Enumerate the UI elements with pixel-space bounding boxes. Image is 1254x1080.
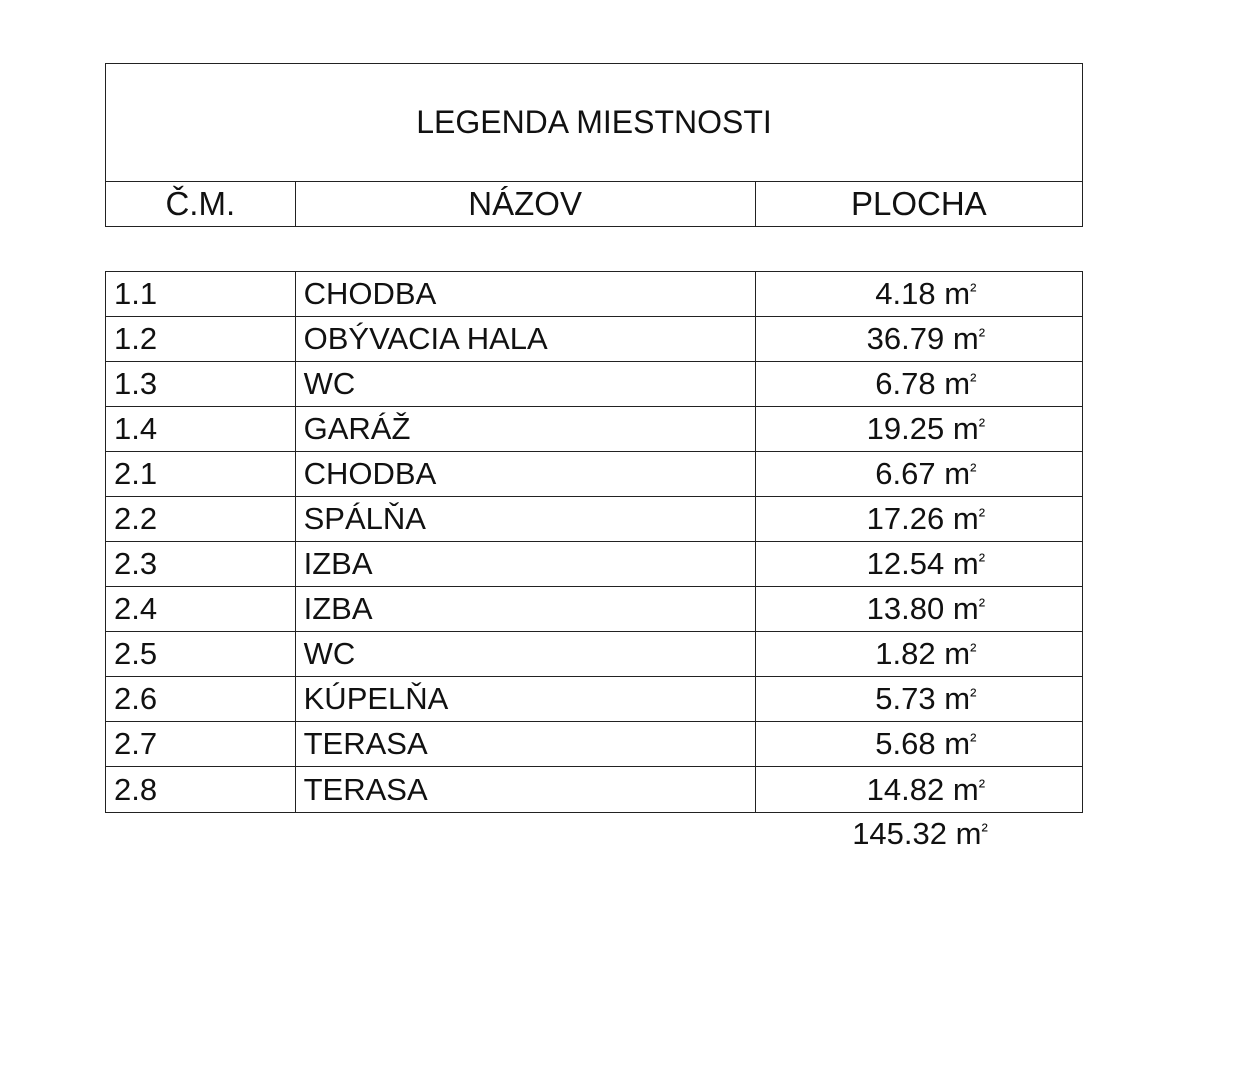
room-area-value: 4.18 bbox=[875, 276, 936, 311]
header-row bbox=[106, 182, 1082, 226]
table-row bbox=[106, 317, 1082, 362]
room-area: 5.73 m ² bbox=[875, 681, 977, 716]
room-name: OBÝVACIA HALA bbox=[296, 317, 756, 361]
room-area-unit: m bbox=[952, 501, 979, 536]
table-row bbox=[106, 677, 1082, 722]
table-row bbox=[106, 362, 1082, 407]
room-area: 13.80 m ² bbox=[866, 591, 986, 626]
room-area-value: 5.68 bbox=[875, 726, 936, 761]
room-area: 36.79 m ² bbox=[866, 321, 986, 356]
room-area-value: 6.78 bbox=[875, 366, 936, 401]
table-row bbox=[106, 452, 1082, 497]
table-row bbox=[106, 272, 1082, 317]
room-name: WC bbox=[296, 632, 756, 676]
room-area-unit: m bbox=[952, 411, 979, 446]
room-number: 1.2 bbox=[106, 317, 296, 361]
total-area-value: 145.32 bbox=[852, 816, 948, 851]
room-area: 5.68 m ² bbox=[875, 726, 977, 761]
room-area: 19.25 m ² bbox=[866, 411, 986, 446]
column-header-area: PLOCHA bbox=[850, 185, 987, 222]
room-area-unit: m bbox=[952, 591, 979, 626]
total-area: 145.32 m ² bbox=[852, 816, 988, 851]
room-area: 4.18 m ² bbox=[875, 276, 977, 311]
legend-title: LEGENDA MIESTNOSTI bbox=[106, 64, 1082, 182]
room-name: IZBA bbox=[296, 542, 756, 586]
table-row bbox=[106, 767, 1082, 812]
table-row bbox=[106, 542, 1082, 587]
column-header-name: NÁZOV bbox=[296, 182, 756, 226]
room-area-value: 36.79 bbox=[866, 321, 945, 356]
room-number: 2.6 bbox=[106, 677, 296, 721]
total-area-unit: m bbox=[955, 816, 982, 851]
room-name: WC bbox=[296, 362, 756, 406]
room-area-unit: m bbox=[944, 456, 971, 491]
room-area-unit: m bbox=[944, 366, 971, 401]
room-name: GARÁŽ bbox=[296, 407, 756, 451]
room-area: 6.67 m ² bbox=[875, 456, 977, 491]
room-number: 2.3 bbox=[106, 542, 296, 586]
room-area: 12.54 m ² bbox=[866, 546, 986, 581]
room-area-value: 19.25 bbox=[866, 411, 945, 446]
table-row bbox=[106, 497, 1082, 542]
room-area-unit: m bbox=[952, 771, 979, 807]
room-number: 2.8 bbox=[106, 767, 296, 812]
room-area-value: 12.54 bbox=[866, 546, 945, 581]
room-area-unit: m bbox=[944, 681, 971, 716]
room-number: 2.4 bbox=[106, 587, 296, 631]
room-name: SPÁLŇA bbox=[296, 497, 756, 541]
room-number: 1.1 bbox=[106, 272, 296, 316]
room-name: CHODBA bbox=[296, 272, 756, 316]
room-area-value: 14.82 bbox=[866, 771, 945, 807]
room-area-value: 1.82 bbox=[875, 636, 936, 671]
room-area-unit: m bbox=[952, 321, 979, 356]
rooms-table bbox=[105, 271, 1083, 813]
room-number: 1.4 bbox=[106, 407, 296, 451]
room-number: 1.3 bbox=[106, 362, 296, 406]
legend-header bbox=[105, 63, 1083, 227]
table-row bbox=[106, 722, 1082, 767]
room-number: 2.7 bbox=[106, 722, 296, 766]
column-header-number: Č.M. bbox=[106, 182, 296, 226]
room-area: 17.26 m ² bbox=[866, 501, 986, 536]
room-area: 1.82 m ² bbox=[875, 636, 977, 671]
room-name: IZBA bbox=[296, 587, 756, 631]
room-area: 14.82 m ² bbox=[866, 771, 986, 807]
room-area-value: 17.26 bbox=[866, 501, 945, 536]
room-area-unit: m bbox=[952, 546, 979, 581]
room-area-value: 13.80 bbox=[866, 591, 945, 626]
room-name: TERASA bbox=[296, 722, 756, 766]
room-area-unit: m bbox=[944, 276, 971, 311]
room-number: 2.5 bbox=[106, 632, 296, 676]
room-number: 2.2 bbox=[106, 497, 296, 541]
table-row bbox=[106, 407, 1082, 452]
room-area: 6.78 m ² bbox=[875, 366, 977, 401]
room-area-unit: m bbox=[944, 726, 971, 761]
room-area-value: 5.73 bbox=[875, 681, 936, 716]
room-area-unit: m bbox=[944, 636, 971, 671]
room-name: TERASA bbox=[296, 767, 756, 812]
room-name: CHODBA bbox=[296, 452, 756, 496]
table-row bbox=[106, 632, 1082, 677]
room-area-value: 6.67 bbox=[875, 456, 936, 491]
room-name: KÚPELŇA bbox=[296, 677, 756, 721]
table-row bbox=[106, 587, 1082, 632]
room-number: 2.1 bbox=[106, 452, 296, 496]
